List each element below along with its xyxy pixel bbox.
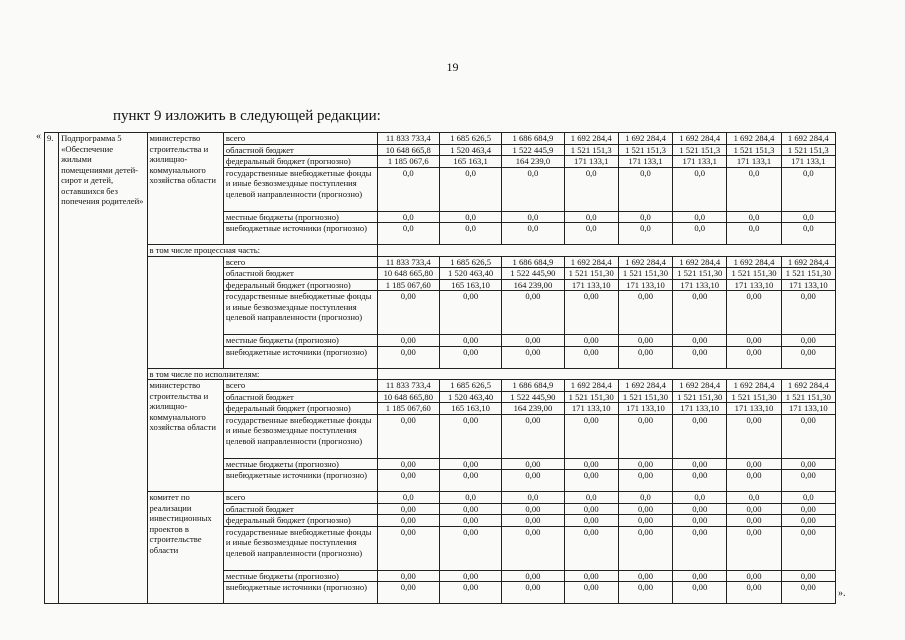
value-cell: 1 521 151,30 (781, 391, 835, 403)
funding-source-cell: федеральный бюджет (прогнозно) (223, 279, 377, 291)
value-cell: 164 239,00 (502, 279, 564, 291)
value-cell: 0,00 (781, 335, 835, 347)
value-cell: 0,00 (439, 570, 501, 582)
quote-close: ». (838, 588, 846, 599)
value-cell: 1 521 151,3 (727, 144, 781, 156)
value-cell: 1 521 151,30 (564, 268, 618, 280)
funding-source-cell: всего (223, 380, 377, 392)
value-cell: 1 692 284,4 (564, 380, 618, 392)
value-cell: 0,0 (564, 167, 618, 211)
value-cell: 1 692 284,4 (673, 256, 727, 268)
value-cell: 0,00 (781, 503, 835, 515)
value-cell: 171 133,10 (727, 279, 781, 291)
value-cell: 0,00 (727, 503, 781, 515)
value-cell: 10 648 665,80 (377, 268, 439, 280)
table-row (45, 133, 836, 145)
value-cell: 0,00 (673, 570, 727, 582)
value-cell: 0,00 (727, 291, 781, 335)
value-cell: 1 692 284,4 (727, 256, 781, 268)
value-cell: 11 833 733,4 (377, 256, 439, 268)
value-cell: 1 692 284,4 (781, 133, 835, 145)
value-cell: 0,00 (564, 291, 618, 335)
value-cell: 0,0 (727, 167, 781, 211)
value-cell: 1 692 284,4 (673, 380, 727, 392)
value-cell: 0,00 (377, 582, 439, 604)
value-cell: 0,00 (727, 526, 781, 570)
value-cell: 0,00 (618, 414, 672, 458)
value-cell: 0,00 (781, 515, 835, 527)
value-cell: 0,0 (439, 223, 501, 245)
value-cell: 0,00 (564, 458, 618, 470)
value-cell: 1 686 684,9 (502, 133, 564, 145)
value-cell: 1 685 626,5 (439, 133, 501, 145)
value-cell: 0,00 (727, 458, 781, 470)
value-cell: 0,0 (564, 223, 618, 245)
table-row (45, 368, 836, 380)
value-cell: 0,00 (781, 570, 835, 582)
value-cell: 0,00 (564, 570, 618, 582)
value-cell: 0,00 (618, 503, 672, 515)
value-cell: 0,00 (673, 458, 727, 470)
value-cell: 0,00 (439, 503, 501, 515)
value-cell: 0,00 (618, 458, 672, 470)
value-cell: 0,0 (377, 223, 439, 245)
funding-source-cell: внебюджетные источники (прогнозно) (223, 223, 377, 245)
value-cell: 0,00 (502, 346, 564, 368)
value-cell: 0,00 (502, 526, 564, 570)
value-cell: 0,00 (727, 470, 781, 492)
table-row (45, 245, 836, 257)
value-cell: 0,0 (673, 167, 727, 211)
funding-source-cell: внебюджетные источники (прогнозно) (223, 582, 377, 604)
program-name: Подпрограмма 5 «Обеспечение жилыми помещениями детей-сирот и детей, оставшихся без попечения родителей» (59, 133, 147, 604)
value-cell: 0,00 (618, 526, 672, 570)
table-row (45, 380, 836, 392)
value-cell: 0,00 (673, 582, 727, 604)
section-by-executors: в том числе по исполнителям: (147, 368, 377, 380)
value-cell: 0,00 (502, 582, 564, 604)
page-heading: пункт 9 изложить в следующей редакции: (113, 108, 381, 124)
value-cell: 0,00 (377, 291, 439, 335)
value-cell: 0,00 (377, 335, 439, 347)
value-cell: 0,0 (502, 167, 564, 211)
value-cell: 0,00 (564, 503, 618, 515)
funding-source-cell: государственные внебюджетные фонды и иные безвозмездные поступления целевой направленности (прогнозно) (223, 526, 377, 570)
value-cell: 0,00 (377, 414, 439, 458)
value-cell: 0,00 (502, 458, 564, 470)
value-cell: 165 163,1 (439, 156, 501, 168)
executor-main: министерство строительства и жилищно-коммунального хозяйства области (147, 133, 223, 245)
funding-source-cell: государственные внебюджетные фонды и иные безвозмездные поступления целевой направленности (прогнозно) (223, 167, 377, 211)
value-cell: 0,0 (781, 492, 835, 504)
value-cell: 1 521 151,30 (727, 268, 781, 280)
value-cell: 0,00 (618, 582, 672, 604)
value-cell: 0,00 (673, 515, 727, 527)
value-cell: 0,00 (564, 582, 618, 604)
funding-source-cell: местные бюджеты (прогнозно) (223, 335, 377, 347)
value-cell: 0,00 (727, 414, 781, 458)
value-cell: 164 239,00 (502, 403, 564, 415)
value-cell: 1 521 151,30 (727, 391, 781, 403)
value-cell: 0,00 (502, 503, 564, 515)
value-cell: 0,00 (377, 570, 439, 582)
executor-empty (147, 256, 223, 368)
section-process-part: в том числе процессная часть: (147, 245, 377, 257)
value-cell: 0,0 (502, 492, 564, 504)
funding-source-cell: местные бюджеты (прогнозно) (223, 570, 377, 582)
value-cell: 0,00 (727, 515, 781, 527)
table-row (45, 256, 836, 268)
value-cell: 0,00 (502, 291, 564, 335)
value-cell: 0,00 (564, 526, 618, 570)
value-cell: 0,00 (781, 414, 835, 458)
value-cell: 0,0 (618, 492, 672, 504)
value-cell: 0,00 (502, 470, 564, 492)
value-cell: 165 163,10 (439, 279, 501, 291)
funding-source-cell: государственные внебюджетные фонды и иные безвозмездные поступления целевой направленности (прогнозно) (223, 414, 377, 458)
value-cell: 1 522 445,90 (502, 391, 564, 403)
value-cell: 165 163,10 (439, 403, 501, 415)
value-cell: 0,00 (439, 335, 501, 347)
funding-source-cell: областной бюджет (223, 268, 377, 280)
value-cell: 0,0 (377, 492, 439, 504)
value-cell: 0,00 (727, 582, 781, 604)
value-cell: 1 520 463,40 (439, 268, 501, 280)
value-cell: 1 692 284,4 (564, 133, 618, 145)
value-cell: 11 833 733,4 (377, 133, 439, 145)
value-cell: 0,00 (781, 526, 835, 570)
funding-source-cell: всего (223, 492, 377, 504)
value-cell: 0,00 (673, 335, 727, 347)
value-cell: 171 133,1 (781, 156, 835, 168)
page-number: 19 (446, 60, 459, 74)
value-cell: 171 133,10 (727, 403, 781, 415)
funding-source-cell: федеральный бюджет (прогнозно) (223, 403, 377, 415)
value-cell: 171 133,1 (564, 156, 618, 168)
value-cell: 0,00 (439, 582, 501, 604)
value-cell: 0,00 (439, 526, 501, 570)
value-cell: 0,00 (673, 503, 727, 515)
value-cell: 0,00 (673, 470, 727, 492)
value-cell: 0,00 (618, 470, 672, 492)
value-cell: 171 133,10 (618, 279, 672, 291)
value-cell: 0,00 (618, 515, 672, 527)
value-cell: 0,0 (618, 211, 672, 223)
table-body (45, 133, 836, 604)
value-cell: 1 520 463,4 (439, 144, 501, 156)
value-cell: 0,0 (564, 492, 618, 504)
funding-source-cell: всего (223, 133, 377, 145)
value-cell: 0,0 (377, 167, 439, 211)
value-cell: 0,00 (439, 414, 501, 458)
empty-cell (377, 368, 835, 380)
executor-committee: комитет по реализации инвестиционных проектов в строительстве области (147, 492, 223, 604)
value-cell: 0,00 (564, 414, 618, 458)
value-cell: 171 133,10 (673, 403, 727, 415)
value-cell: 0,0 (502, 211, 564, 223)
empty-cell (377, 245, 835, 257)
value-cell: 0,00 (781, 458, 835, 470)
funding-source-cell: государственные внебюджетные фонды и иные безвозмездные поступления целевой направленности (прогнозно) (223, 291, 377, 335)
budget-table (44, 132, 836, 604)
value-cell: 0,0 (439, 211, 501, 223)
funding-source-cell: внебюджетные источники (прогнозно) (223, 470, 377, 492)
value-cell: 0,00 (377, 503, 439, 515)
value-cell: 10 648 665,8 (377, 144, 439, 156)
table-row (45, 492, 836, 504)
value-cell: 1 521 151,3 (564, 144, 618, 156)
value-cell: 1 685 626,5 (439, 380, 501, 392)
value-cell: 0,0 (377, 211, 439, 223)
value-cell: 0,00 (564, 335, 618, 347)
value-cell: 1 522 445,9 (502, 144, 564, 156)
value-cell: 0,0 (673, 223, 727, 245)
value-cell: 0,0 (727, 223, 781, 245)
value-cell: 0,00 (377, 458, 439, 470)
funding-source-cell: внебюджетные источники (прогнозно) (223, 346, 377, 368)
value-cell: 0,00 (377, 526, 439, 570)
value-cell: 1 522 445,90 (502, 268, 564, 280)
value-cell: 1 685 626,5 (439, 256, 501, 268)
value-cell: 1 185 067,60 (377, 279, 439, 291)
value-cell: 1 692 284,4 (727, 380, 781, 392)
value-cell: 0,0 (439, 492, 501, 504)
value-cell: 0,00 (439, 346, 501, 368)
funding-source-cell: местные бюджеты (прогнозно) (223, 211, 377, 223)
value-cell: 171 133,10 (564, 279, 618, 291)
value-cell: 0,0 (727, 211, 781, 223)
value-cell: 0,00 (377, 470, 439, 492)
value-cell: 0,00 (564, 346, 618, 368)
value-cell: 171 133,1 (618, 156, 672, 168)
funding-source-cell: всего (223, 256, 377, 268)
value-cell: 0,00 (727, 346, 781, 368)
value-cell: 171 133,10 (564, 403, 618, 415)
value-cell: 1 686 684,9 (502, 380, 564, 392)
value-cell: 0,00 (502, 570, 564, 582)
funding-source-cell: федеральный бюджет (прогнозно) (223, 515, 377, 527)
value-cell: 1 692 284,4 (618, 256, 672, 268)
value-cell: 1 521 151,30 (618, 268, 672, 280)
value-cell: 0,00 (618, 335, 672, 347)
value-cell: 10 648 665,80 (377, 391, 439, 403)
value-cell: 1 521 151,3 (618, 144, 672, 156)
quote-open: « (36, 131, 41, 142)
value-cell: 0,00 (673, 526, 727, 570)
value-cell: 0,00 (439, 291, 501, 335)
value-cell: 0,00 (439, 458, 501, 470)
value-cell: 0,00 (618, 346, 672, 368)
value-cell: 171 133,10 (781, 403, 835, 415)
value-cell: 0,00 (673, 414, 727, 458)
value-cell: 0,00 (618, 291, 672, 335)
value-cell: 1 521 151,30 (673, 268, 727, 280)
funding-source-cell: федеральный бюджет (прогнозно) (223, 156, 377, 168)
value-cell: 0,00 (781, 582, 835, 604)
value-cell: 0,00 (502, 515, 564, 527)
value-cell: 1 521 151,30 (673, 391, 727, 403)
funding-source-cell: областной бюджет (223, 503, 377, 515)
value-cell: 1 185 067,6 (377, 156, 439, 168)
value-cell: 1 692 284,4 (564, 256, 618, 268)
value-cell: 0,00 (727, 570, 781, 582)
value-cell: 1 692 284,4 (618, 380, 672, 392)
value-cell: 171 133,10 (781, 279, 835, 291)
value-cell: 1 520 463,40 (439, 391, 501, 403)
value-cell: 0,00 (564, 470, 618, 492)
value-cell: 1 185 067,60 (377, 403, 439, 415)
value-cell: 0,0 (618, 223, 672, 245)
value-cell: 0,00 (564, 515, 618, 527)
value-cell: 1 692 284,4 (781, 256, 835, 268)
value-cell: 0,00 (502, 335, 564, 347)
value-cell: 0,00 (439, 470, 501, 492)
value-cell: 11 833 733,4 (377, 380, 439, 392)
value-cell: 1 686 684,9 (502, 256, 564, 268)
value-cell: 0,0 (781, 167, 835, 211)
value-cell: 0,0 (618, 167, 672, 211)
value-cell: 171 133,1 (727, 156, 781, 168)
value-cell: 0,00 (502, 414, 564, 458)
value-cell: 1 692 284,4 (727, 133, 781, 145)
value-cell: 1 521 151,3 (673, 144, 727, 156)
value-cell: 0,0 (781, 223, 835, 245)
value-cell: 0,0 (439, 167, 501, 211)
row-number: 9. (45, 133, 59, 604)
value-cell: 171 133,1 (673, 156, 727, 168)
value-cell: 171 133,10 (618, 403, 672, 415)
value-cell: 0,00 (673, 346, 727, 368)
value-cell: 0,00 (781, 470, 835, 492)
value-cell: 1 521 151,30 (564, 391, 618, 403)
value-cell: 0,00 (618, 570, 672, 582)
executor-ministry: министерство строительства и жилищно-коммунального хозяйства области (147, 380, 223, 492)
value-cell: 0,00 (781, 346, 835, 368)
value-cell: 1 692 284,4 (618, 133, 672, 145)
value-cell: 0,0 (673, 211, 727, 223)
value-cell: 1 521 151,30 (781, 268, 835, 280)
value-cell: 0,00 (377, 515, 439, 527)
value-cell: 1 521 151,3 (781, 144, 835, 156)
funding-source-cell: областной бюджет (223, 144, 377, 156)
value-cell: 171 133,10 (673, 279, 727, 291)
value-cell: 0,0 (673, 492, 727, 504)
value-cell: 0,0 (564, 211, 618, 223)
funding-source-cell: местные бюджеты (прогнозно) (223, 458, 377, 470)
value-cell: 0,00 (439, 515, 501, 527)
value-cell: 0,00 (673, 291, 727, 335)
value-cell: 1 692 284,4 (673, 133, 727, 145)
value-cell: 0,0 (502, 223, 564, 245)
value-cell: 0,00 (727, 335, 781, 347)
value-cell: 0,0 (727, 492, 781, 504)
value-cell: 1 692 284,4 (781, 380, 835, 392)
funding-source-cell: областной бюджет (223, 391, 377, 403)
value-cell: 1 521 151,30 (618, 391, 672, 403)
value-cell: 0,00 (377, 346, 439, 368)
value-cell: 0,00 (781, 291, 835, 335)
value-cell: 164 239,0 (502, 156, 564, 168)
value-cell: 0,0 (781, 211, 835, 223)
